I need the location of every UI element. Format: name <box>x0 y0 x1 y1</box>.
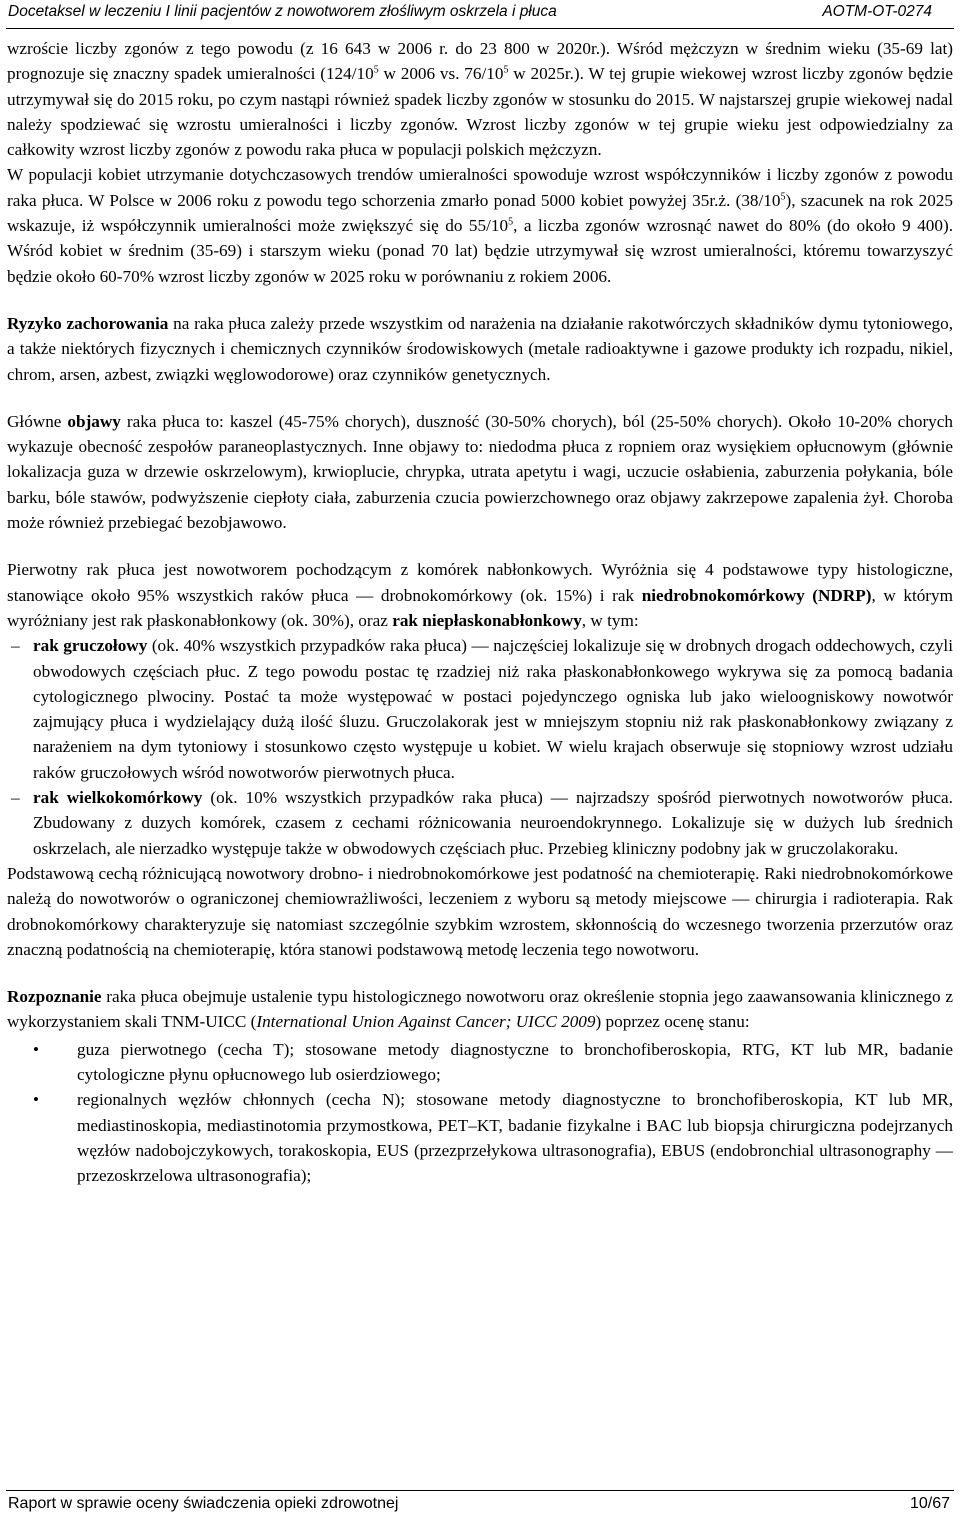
list-item: • regionalnych węzłów chłonnych (cecha N); stosowane metody diagnostyczne to bronchofiberoskopia, KT lub MR, mediastinoskopia, mediastinotomia przymostkowa, PET–KT, badanie fizykalne i BAC lub biopsja chirurgiczna podejrzanych węzłów nadobojczykowych, torakoskopia, EUS (przezprzełykowa ultrasonografia), EBUS (endobronchial ultrasonography — przezoskrzelowa ultrasonografia); <box>7 1087 953 1188</box>
paragraph-risk: Ryzyko zachorowania na raka płuca zależy przede wszystkim od narażenia na działanie rakotwórczych składników dymu tytoniowego, a także niektórych fizycznych i chemicznych czynników środowiskowych (metale radioaktywne i gazowe produkty ich rozpadu, nikiel, chrom, arsen, azbest, związki węglowodorowe) oraz czynników genetycznych. <box>7 313 953 384</box>
page-footer <box>6 1490 954 1512</box>
bullet-marker: • <box>33 1090 39 1110</box>
paragraph-symptoms: Główne objawy raka płuca to: kaszel (45-75% chorych), duszność (30-50% chorych), ból (25-50% chorych). Około 10-20% chorych wykazuje obecność zespołów paraneoplastycznych. Inne objawy to: niedodma płuca z ropniem oraz wysiękiem opłucnowym (głównie lokalizacja guza w drzewie oskrzelowym), krwioplucie, chrypka, utrata apetytu i wagi, uczucie osłabienia, zaburzenia połykania, bóle barku, bóle stawów, podwyższenie ciepłoty ciała, zaburzenia czucia powierzchownego oraz objawy zakrzepowe zapalenia żył. Choroba może również przebiegać bezobjawowo. <box>7 411 953 533</box>
paragraph-chemosensitivity: Podstawową cechą różnicującą nowotwory drobno- i niedrobnokomórkowe jest podatność na chemioterapię. Raki niedrobnokomórkowe należą do nowotworów o ograniczonej chemiowrażliwości, leczeniem z wyboru są metody miejscowe — chirurgia i radioterapia. Rak drobnokomórkowy charakteryzuje się natomiast szczególnie szybkim wzrostem, skłonnością do wczesnego tworzenia przerzutów oraz znaczną podatnością na chemioterapię, która stanowi podstawową metodę leczenia tego nowotworu. <box>7 863 953 959</box>
document-body <box>7 36 953 1188</box>
paragraph-female-mortality: W populacji kobiet utrzymanie dotychczasowych trendów umieralności spowoduje wzrost współczynników i liczby zgonów z powodu raka płuca. W Polsce w 2006 roku z powodu tego schorzenia zmarło ponad 5000 kobiet powyżej 35r.ż. $(38/10^5)$, szacunek na rok 2025 wskazuje, iż współczynnik umieralności może zwiększyć się do $55/10^5$, a liczba zgonów wzrosnąć nawet do 80% (do około 9 400). Wśród kobiet w średnim (35-69) i starszym wieku (ponad 70 lat) będzie utrzymywał się wzrost umieralności, któremu towarzyszyć będzie około 60-70% wzrost liczby zgonów w 2025 roku w porównaniu z rokiem 2006. <box>7 165 953 286</box>
dash-marker: – <box>11 788 20 808</box>
paragraph-diagnosis: Rozpoznanie raka płuca obejmuje ustalenie typu histologicznego nowotworu oraz określenie stopnia jego zaawansowania klinicznego z wykorzystaniem skali TNM-UICC (International Union Against Cancer; UICC 2009) poprzez ocenę stanu: <box>7 987 953 1032</box>
list-item: – rak wielkokomórkowy (ok. 10% wszystkich przypadków raka płuca) — najrzadszy spośród pierwotnych nowotworów płuca. Zbudowany z duzych komórek, czasem z cechami różnicowania neuroendokrynnego. Lokalizuje się w dużych lub średnich oskrzelach, ale nierzadko występuje także w obwodowych częściach płuc. Przebieg kliniczny podobny jak w gruczolakoraku. <box>7 785 953 861</box>
paragraph-histology: Pierwotny rak płuca jest nowotworem pochodzącym z komórek nabłonkowych. Wyróżnia się 4 podstawowe typy histologiczne, stanowiące około 95% wszystkich raków płuca — drobnokomórkowy (ok. 15%) i rak niedrobnokomórkowy (NDRP), w którym wyróżniany jest rak płaskonabłonkowy (ok. 30%), oraz rak niepłaskonabłonkowy, w tym: <box>7 560 953 630</box>
header-document-code: AOTM-OT-0274 <box>822 3 932 20</box>
header-title: Docetaksel w leczeniu I linii pacjentów z nowotworem złośliwym oskrzela i płuca <box>8 3 557 20</box>
list-item: • guza pierwotnego (cecha T); stosowane metody diagnostyczne to bronchofiberoskopia, RTG, KT lub MR, badanie cytologiczne płynu opłucnowego lub osierdziowego; <box>7 1037 953 1088</box>
page-header <box>6 0 954 29</box>
paragraph-male-mortality: wzroście liczby zgonów z tego powodu (z 16 643 w 2006 r. do 23 800 w 2020r.). Wśród mężczyzn w średnim wieku (35-69 lat) prognozuje się znaczny spadek umieralności ($124/10^5$ w 2006 vs. $76/10^5$ w 2025r.). W tej grupie wiekowej wzrost liczby zgonów będzie utrzymywał się do 2015 roku, po czym nastąpi również spadek liczby zgonów w stosunku do 2015. W najstarszej grupie wiekowej nadal należy spodziewać się wzrostu umieralności i liczby zgonów. Wzrost liczby zgonów w tej grupie wieku jest odpowiedzialny za całkowity wzrost liczby zgonów z powodu raka płuca w populacji polskich mężczyzn. <box>7 39 953 160</box>
footer-title: Raport w sprawie oceny świadczenia opieki zdrowotnej <box>8 1495 399 1512</box>
bullet-marker: • <box>33 1039 39 1059</box>
diagnosis-criteria-list <box>7 1037 953 1189</box>
dash-marker: – <box>11 636 20 656</box>
page-number: 10/67 <box>909 1495 950 1512</box>
list-item: – rak gruczołowy (ok. 40% wszystkich przypadków raka płuca) — najczęściej lokalizuje się w drobnych drogach oddechowych, czyli obwodowych częściach płuc. Z tego powodu postac tę rzadziej niż raka płaskonabłonkowego wykrywa się za pomocą badania cytologicznego plwociny. Postać ta może występować w postaci pojedynczego ogniska lub jako wieloogniskowy nowotwór zajmujący płuca i wydzielający dużą ilość śluzu. Gruczolakorak jest w mniejszym stopniu niż rak płaskonabłonkowy związany z narażeniem na dym tytoniowy i stosunkowo często występuje u kobiet. W wielu krajach obserwuje się stopniowy wzrost udziału raków gruczołowych wśród nowotworów pierwotnych płuca. <box>7 633 953 785</box>
histology-type-list <box>7 633 953 861</box>
